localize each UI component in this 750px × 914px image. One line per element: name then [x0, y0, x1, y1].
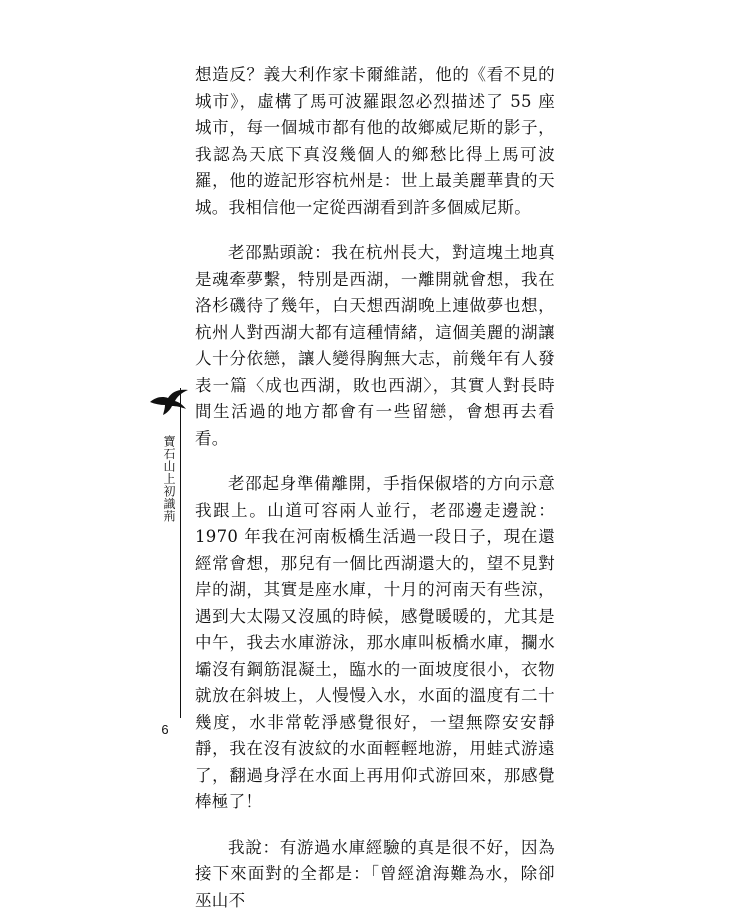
book-title: 寶石山上初識荊	[161, 435, 175, 523]
paragraph-3: 老邵起身準備離開，手指保俶塔的方向示意我跟上。山道可容兩人並行，老邵邊走邊說：1970 年我在河南板橋生活過一段日子，現在還經常會想，那兒有一個比西湖還大的，望不見對岸的湖，其實是座水庫，十月的河南天有些涼，遇到大太陽又沒風的時候，感覺暖暖的，尤其是中午，我去水庫游泳，那水庫叫板橋水庫，攔水壩沒有鋼筋混凝土，臨水的一面坡度很小，衣物就放在斜坡上，人慢慢入水，水面的溫度有二十幾度，水非常乾淨感覺很好，一望無際安安靜靜，我在沒有波紋的水面輕輕地游，用蛙式游遠了，翻過身浮在水面上再用仰式游回來，那感覺棒極了！	[195, 471, 555, 816]
paragraph-2: 老邵點頭說：我在杭州長大，對這塊土地真是魂牽夢繫，特別是西湖，一離開就會想，我在洛杉磯待了幾年，白天想西湖晚上連做夢也想，杭州人對西湖大都有這種情緒，這個美麗的湖讓人十分依戀，讓人變得胸無大志，前幾年有人發表一篇〈成也西湖，敗也西湖〉，其實人對長時間生活過的地方都會有一些留戀，會想再去看看。	[195, 240, 555, 452]
paragraph-1: 想造反？義大利作家卡爾維諾，他的《看不見的城市》，虛構了馬可波羅跟忽必烈描述了 55 座城市，每一個城市都有他的故鄉威尼斯的影子，我認為天底下真沒幾個人的鄉愁比得上馬可波羅，他的遊記形容杭州是：世上最美麗華貴的天城。我相信他一定從西湖看到許多個威尼斯。	[195, 62, 555, 221]
paragraph-4: 我說：有游過水庫經驗的真是很不好，因為接下來面對的全都是：「曾經滄海難為水，除卻巫山不	[195, 835, 555, 914]
side-margin	[148, 388, 188, 718]
bird-icon	[148, 388, 192, 416]
body-text	[195, 62, 555, 914]
vertical-rule	[180, 388, 181, 718]
page-number: 6	[150, 722, 180, 737]
